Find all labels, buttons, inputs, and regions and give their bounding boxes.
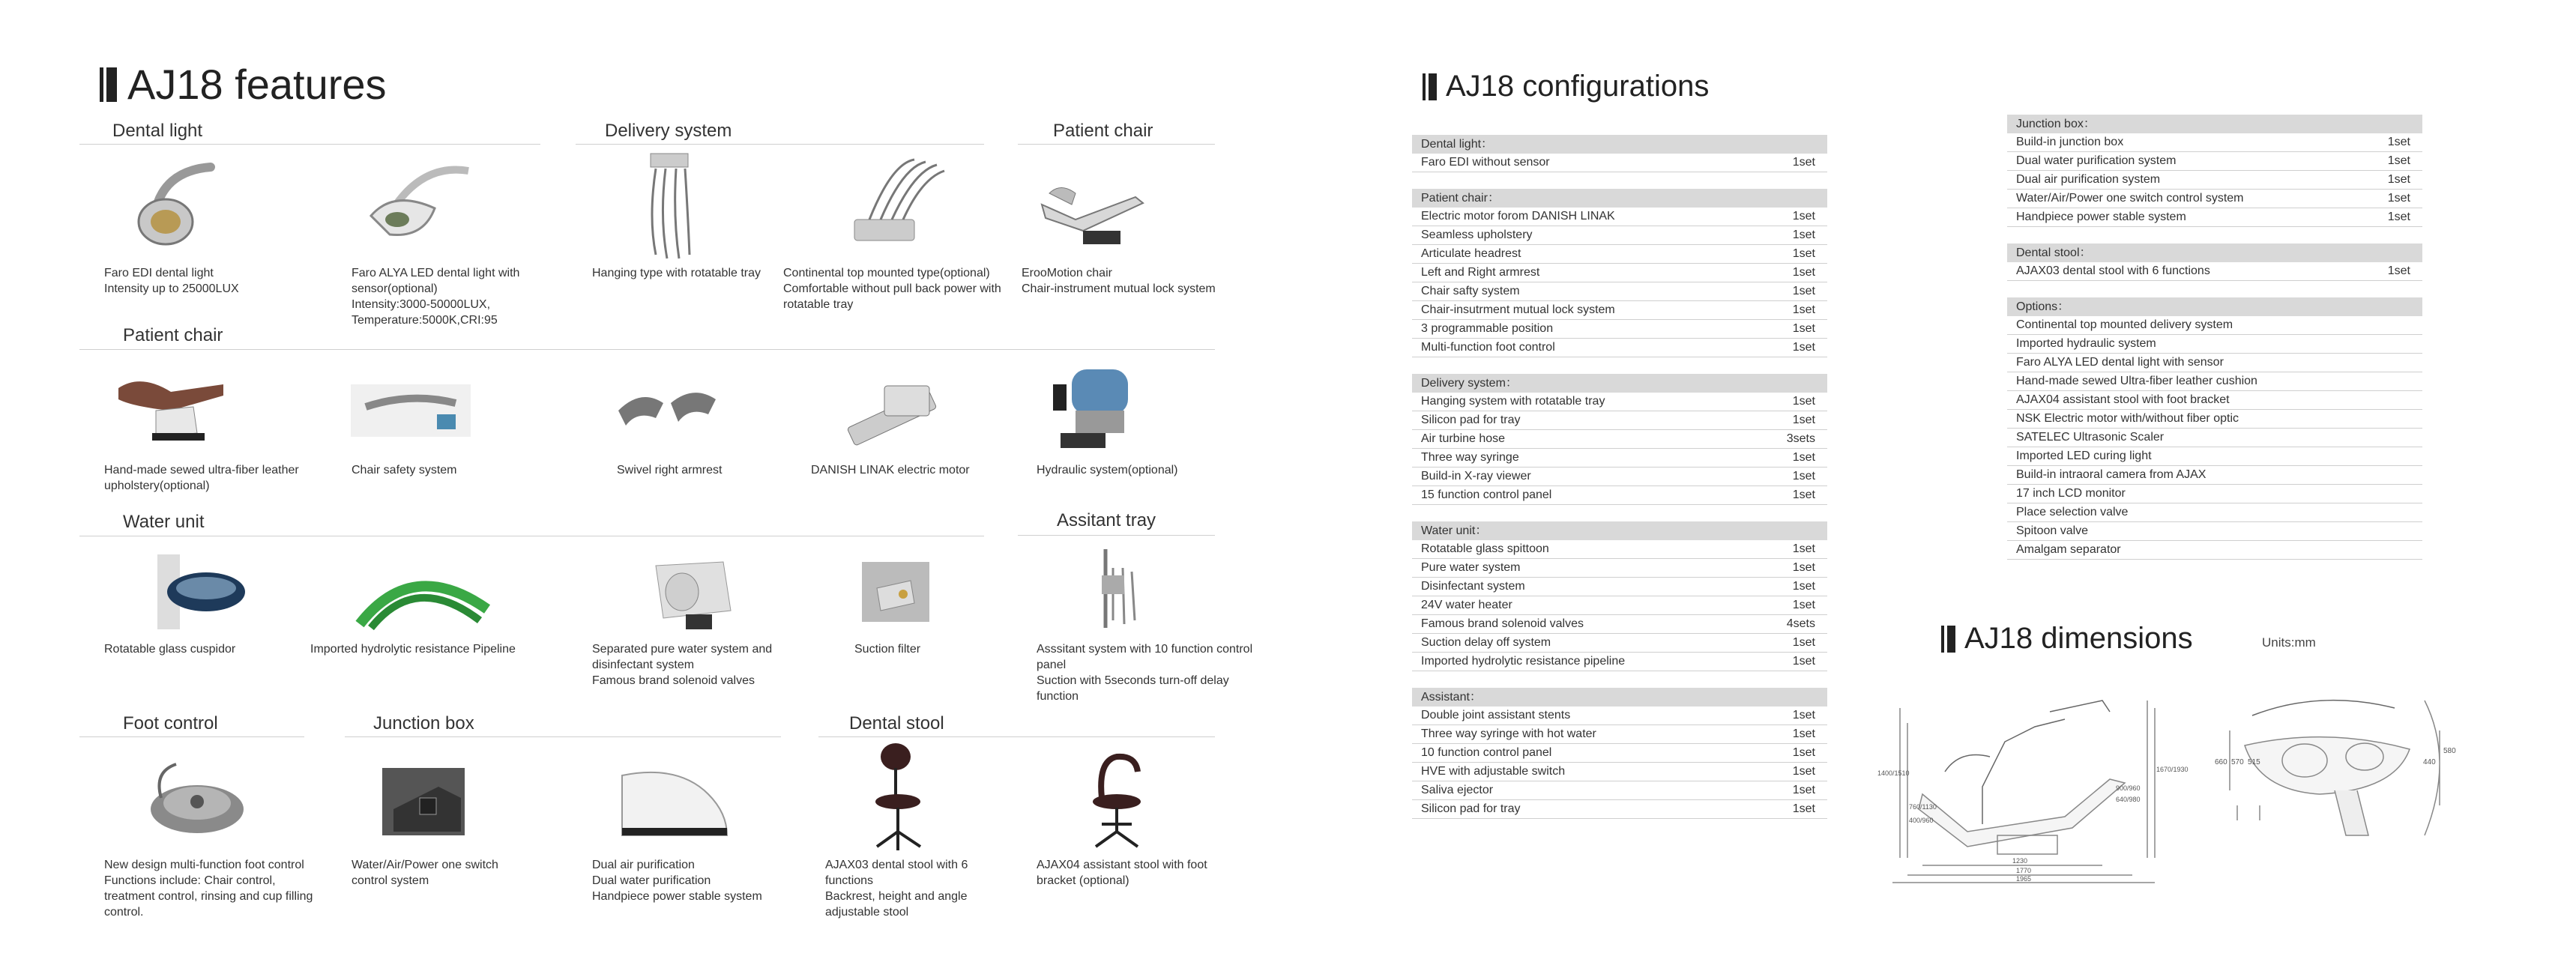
title-bars-icon	[1941, 626, 1955, 653]
config-row	[2007, 208, 2422, 227]
config-row	[2007, 503, 2422, 522]
config-row	[1412, 725, 1827, 744]
section-rule	[79, 349, 1215, 350]
config-item-name: Imported LED curing light	[2016, 450, 2152, 462]
config-item-qty: 4sets	[1786, 617, 1815, 630]
config-group-header: Dental stool：	[2007, 243, 2422, 262]
caption-ajax04: AJAX04 assistant stool with foot bracket (optional)	[1037, 859, 1207, 887]
config-row	[2007, 410, 2422, 429]
config-row	[1412, 653, 1827, 671]
section-water-unit: Water unit	[123, 512, 205, 532]
config-row	[1412, 449, 1827, 468]
caption-faro-alya: Faro ALYA LED dental light with sensor(optional) Intensity:3000-50000LUX, Temperature:5000K,CRI:95	[352, 267, 520, 327]
caption-foot-control: New design multi-function foot control Functions include: Chair control, treatment control, rinsing and cup filling control.	[104, 859, 313, 919]
config-row	[2007, 316, 2422, 335]
config-item-name: Build-in junction box	[2016, 136, 2124, 148]
config-item-qty: 1set	[2387, 264, 2410, 277]
side-dim-label: 400/960	[1909, 817, 1934, 824]
config-item-name: HVE with adjustable switch	[1421, 765, 1566, 778]
config-group-header: Assistant：	[1412, 688, 1827, 707]
config-item-name: Seamless upholstery	[1421, 229, 1533, 241]
config-column-2	[2007, 115, 2422, 560]
config-item-qty: 1set	[1792, 746, 1815, 759]
config-row	[2007, 354, 2422, 372]
config-row	[1412, 486, 1827, 505]
linak-motor-image	[839, 367, 952, 450]
config-group-header: Water unit：	[1412, 521, 1827, 540]
config-row	[2007, 541, 2422, 560]
config-row	[1412, 411, 1827, 430]
config-row	[1412, 559, 1827, 578]
config-item-qty: 1set	[1792, 488, 1815, 501]
units-label: Units:mm	[2262, 635, 2316, 650]
section-dental-light: Dental light	[112, 121, 203, 141]
config-row	[1412, 468, 1827, 486]
dimensions-title: AJ18 dimensions	[1941, 622, 2193, 656]
config-row	[1412, 339, 1827, 357]
config-item-name: 3 programmable position	[1421, 322, 1554, 335]
top-dim-label: 515	[2248, 758, 2260, 766]
side-dim-label: 640/980	[2116, 796, 2141, 803]
config-row	[2007, 190, 2422, 208]
caption-switch: Water/Air/Power one switch control system	[352, 859, 498, 887]
config-item-name: 24V water heater	[1421, 599, 1512, 611]
config-item-qty: 1set	[1792, 285, 1815, 297]
title-bars-icon	[1423, 73, 1437, 100]
config-item-qty: 1set	[1792, 542, 1815, 555]
config-row	[1412, 615, 1827, 634]
config-row	[1412, 320, 1827, 339]
config-item-name: Hand-made sewed Ultra-fiber leather cushion	[2016, 375, 2257, 387]
config-item-name: Left and Right armrest	[1421, 266, 1540, 279]
config-item-name: Chair-insutrment mutual lock system	[1421, 303, 1615, 316]
config-row	[1412, 800, 1827, 819]
config-item-qty: 3sets	[1786, 432, 1815, 445]
config-row	[1412, 707, 1827, 725]
ajax03-stool-image	[862, 742, 937, 854]
config-item-qty: 1set	[1792, 266, 1815, 279]
hydraulic-system-image	[1046, 362, 1143, 456]
caption-dual-air: Dual air purification Dual water purification Handpiece power stable system	[592, 859, 762, 903]
config-item-name: Disinfectant system	[1421, 580, 1525, 593]
config-item-name: Famous brand solenoid valves	[1421, 617, 1584, 630]
config-row	[1412, 245, 1827, 264]
top-dim-label: 440	[2423, 758, 2436, 766]
config-row	[1412, 781, 1827, 800]
caption-assistant-system: Asssitant system with 10 function control panel Suction with 5seconds turn-off delay function	[1037, 643, 1253, 703]
config-item-name: NSK Electric motor with/without fiber optic	[2016, 412, 2239, 425]
config-item-qty: 1set	[1792, 727, 1815, 740]
config-row	[2007, 391, 2422, 410]
side-dim-label: 1400/1510	[1877, 769, 1910, 777]
configurations-title: AJ18 configurations	[1423, 70, 1709, 103]
config-item-name: 10 function control panel	[1421, 746, 1552, 759]
config-item-qty: 1set	[1792, 341, 1815, 354]
caption-pure-water: Separated pure water system and disinfectant system Famous brand solenoid valves	[592, 643, 773, 687]
config-item-name: Three way syringe with hot water	[1421, 727, 1596, 740]
config-item-name: Electric motor forom DANISH LINAK	[1421, 210, 1615, 223]
eroomotion-chair-image	[1031, 160, 1150, 249]
config-item-name: Dual air purification system	[2016, 173, 2161, 186]
config-row	[1412, 264, 1827, 282]
config-item-name: Build-in X-ray viewer	[1421, 470, 1531, 482]
config-row	[2007, 429, 2422, 447]
config-item-qty: 1set	[1792, 229, 1815, 241]
config-item-qty: 1set	[1792, 303, 1815, 316]
config-item-qty: 1set	[1792, 470, 1815, 482]
config-item-name: Articulate headrest	[1421, 247, 1521, 260]
config-item-qty: 1set	[2387, 173, 2410, 186]
config-row	[1412, 301, 1827, 320]
caption-suction-filter: Suction filter	[854, 643, 921, 656]
section-rule	[576, 144, 984, 145]
config-row	[1412, 540, 1827, 559]
config-item-name: Air turbine hose	[1421, 432, 1506, 445]
config-item-qty: 1set	[1792, 395, 1815, 408]
config-row	[1412, 226, 1827, 245]
faro-alya-light-image	[364, 156, 476, 253]
config-item-qty: 1set	[2387, 211, 2410, 223]
config-row	[2007, 133, 2422, 152]
section-assistant-tray: Assitant tray	[1057, 510, 1156, 530]
junction-switch-image	[378, 764, 468, 839]
config-row	[2007, 522, 2422, 541]
caption-hanging: Hanging type with rotatable tray	[592, 267, 761, 279]
section-patient-chair: Patient chair	[1053, 121, 1153, 141]
config-item-name: AJAX03 dental stool with 6 functions	[2016, 264, 2210, 277]
config-item-name: Build-in intraoral camera from AJAX	[2016, 468, 2207, 481]
side-dim-label: 1230	[2012, 857, 2028, 865]
armrest-image	[611, 373, 723, 441]
config-item-name: Faro ALYA LED dental light with sensor	[2016, 356, 2224, 369]
config-item-name: SATELEC Ultrasonic Scaler	[2016, 431, 2165, 444]
config-row	[2007, 485, 2422, 503]
config-item-name: Pure water system	[1421, 561, 1521, 574]
caption-faro-edi: Faro EDI dental light Intensity up to 25000LUX	[104, 267, 239, 295]
hanging-delivery-image	[637, 150, 705, 262]
config-group-header: Dental light：	[1412, 135, 1827, 154]
config-row	[1412, 282, 1827, 301]
config-item-name: Saliva ejector	[1421, 784, 1494, 796]
config-item-name: Three way syringe	[1421, 451, 1519, 464]
caption-hydraulic: Hydraulic system(optional)	[1037, 464, 1178, 477]
config-item-name: Imported hydrolytic resistance pipeline	[1421, 655, 1626, 668]
config-item-name: Silicon pad for tray	[1421, 802, 1521, 815]
config-item-qty: 1set	[1792, 655, 1815, 668]
config-row	[1412, 578, 1827, 596]
top-dimension-drawing	[2215, 686, 2462, 865]
faro-edi-light-image	[132, 156, 237, 253]
side-dim-label: 1670/1930	[2156, 766, 2189, 773]
ajax04-stool-image	[1079, 742, 1154, 854]
config-item-name: Hanging system with rotatable tray	[1421, 395, 1605, 408]
config-item-qty: 1set	[1792, 709, 1815, 721]
config-item-qty: 1set	[2387, 136, 2410, 148]
section-rule	[79, 144, 540, 145]
config-item-name: Faro EDI without sensor	[1421, 156, 1550, 169]
caption-continental: Continental top mounted type(optional) Comfortable without pull back power with rotatable tray	[783, 267, 1001, 311]
config-row	[1412, 154, 1827, 172]
config-item-qty: 1set	[1792, 599, 1815, 611]
config-item-name: Suction delay off system	[1421, 636, 1551, 649]
continental-delivery-image	[847, 156, 952, 253]
section-rule	[79, 736, 304, 737]
side-dimension-drawing	[1877, 689, 2189, 884]
config-item-qty: 1set	[1792, 802, 1815, 815]
config-item-name: 15 function control panel	[1421, 488, 1552, 501]
side-dim-label: 1770	[2016, 867, 2032, 874]
config-item-name: Spitoon valve	[2016, 524, 2089, 537]
caption-pipeline: Imported hydrolytic resistance Pipeline	[310, 643, 516, 656]
config-row	[2007, 372, 2422, 391]
config-row	[2007, 262, 2422, 281]
config-item-name: Handpiece power stable system	[2016, 211, 2186, 223]
cuspidor-image	[150, 551, 247, 633]
caption-armrest: Swivel right armrest	[617, 464, 723, 477]
config-column-1	[1412, 135, 1827, 819]
config-item-qty: 1set	[1792, 210, 1815, 223]
config-item-qty: 1set	[1792, 636, 1815, 649]
upholstery-chair-image	[111, 366, 231, 448]
config-row	[2007, 171, 2422, 190]
section-junction-box: Junction box	[373, 713, 474, 733]
config-item-name: Imported hydraulic system	[2016, 337, 2156, 350]
config-item-name: Dual water purification system	[2016, 154, 2177, 167]
config-item-qty: 1set	[1792, 765, 1815, 778]
top-dim-label: 660	[2215, 758, 2227, 766]
pure-water-image	[641, 551, 738, 633]
config-item-qty: 1set	[1792, 247, 1815, 260]
config-item-qty: 1set	[1792, 414, 1815, 426]
dual-air-image	[618, 764, 731, 839]
config-row	[1412, 634, 1827, 653]
config-item-name: Water/Air/Power one switch control system	[2016, 192, 2244, 205]
caption-cuspidor: Rotatable glass cuspidor	[104, 643, 236, 656]
suction-filter-image	[858, 558, 933, 626]
config-group-header: Delivery system：	[1412, 374, 1827, 393]
features-title: AJ18 features	[100, 60, 387, 109]
config-row	[2007, 466, 2422, 485]
config-item-name: Double joint assistant stents	[1421, 709, 1571, 721]
caption-linak: DANISH LINAK electric motor	[811, 464, 970, 477]
side-dim-label: 1965	[2016, 875, 2032, 883]
pipeline-image	[352, 564, 491, 632]
assistant-system-image	[1087, 545, 1154, 635]
section-delivery-system: Delivery system	[605, 121, 732, 141]
config-item-qty: 1set	[1792, 156, 1815, 169]
caption-ajax03: AJAX03 dental stool with 6 functions Backrest, height and angle adjustable stool	[825, 859, 968, 919]
caption-upholstery: Hand-made sewed ultra-fiber leather upholstery(optional)	[104, 464, 299, 492]
config-row	[1412, 393, 1827, 411]
config-row	[1412, 763, 1827, 781]
side-dim-label: 760/1130	[1909, 803, 1937, 811]
top-dim-label: 570	[2231, 758, 2244, 766]
config-item-qty: 1set	[1792, 451, 1815, 464]
section-rule	[818, 736, 1215, 737]
title-bars-icon	[100, 67, 117, 102]
section-rule	[1018, 144, 1215, 145]
config-item-name: Continental top mounted delivery system	[2016, 318, 2233, 331]
config-item-name: Chair safty system	[1421, 285, 1520, 297]
config-group-header: Options：	[2007, 297, 2422, 316]
chair-safety-image	[351, 373, 471, 441]
side-dim-label: 900/960	[2116, 784, 2141, 792]
caption-eroomotion: ErooMotion chair Chair-instrument mutual lock system	[1022, 267, 1216, 295]
section-patient-chair-2: Patient chair	[123, 325, 223, 345]
config-row	[1412, 744, 1827, 763]
config-row	[2007, 447, 2422, 466]
config-row	[1412, 208, 1827, 226]
config-item-qty: 1set	[2387, 192, 2410, 205]
config-row	[2007, 335, 2422, 354]
config-item-name: Amalgam separator	[2016, 543, 2121, 556]
config-item-qty: 1set	[1792, 561, 1815, 574]
config-item-name: Rotatable glass spittoon	[1421, 542, 1549, 555]
config-item-name: 17 inch LCD monitor	[2016, 487, 2126, 500]
config-row	[2007, 152, 2422, 171]
config-item-name: Multi-function foot control	[1421, 341, 1555, 354]
section-foot-control: Foot control	[123, 713, 218, 733]
foot-control-image	[146, 757, 247, 839]
config-row	[1412, 596, 1827, 615]
config-item-qty: 1set	[1792, 580, 1815, 593]
config-row	[1412, 430, 1827, 449]
config-item-qty: 1set	[2387, 154, 2410, 167]
config-item-qty: 1set	[1792, 784, 1815, 796]
top-dim-label: 580	[2443, 747, 2456, 755]
section-rule	[1018, 535, 1215, 536]
section-rule	[345, 736, 781, 737]
config-group-header: Junction box：	[2007, 115, 2422, 133]
section-dental-stool: Dental stool	[849, 713, 944, 733]
config-item-name: Place selection valve	[2016, 506, 2129, 518]
config-item-qty: 1set	[1792, 322, 1815, 335]
config-group-header: Patient chair：	[1412, 189, 1827, 208]
config-item-name: AJAX04 assistant stool with foot bracket	[2016, 393, 2230, 406]
config-item-name: Silicon pad for tray	[1421, 414, 1521, 426]
caption-chair-safety: Chair safety system	[352, 464, 457, 477]
